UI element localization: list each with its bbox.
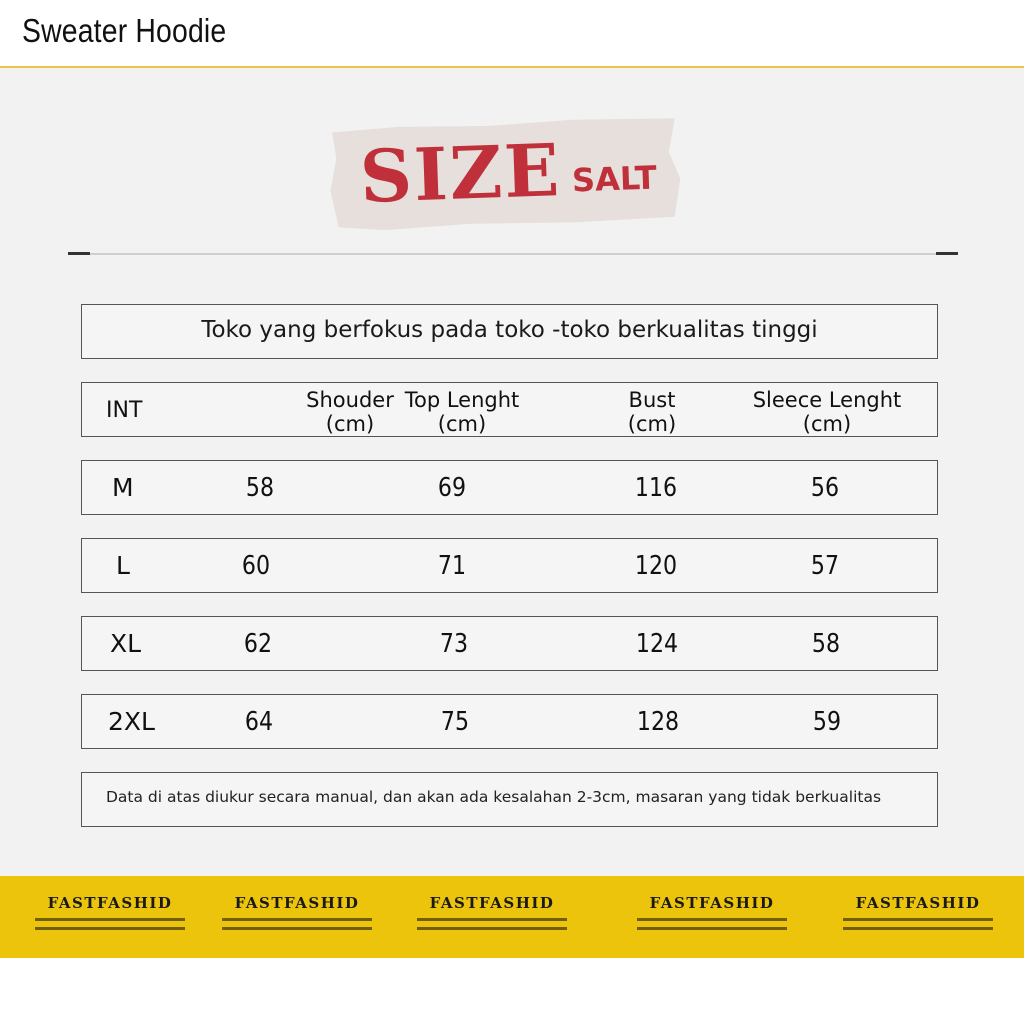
measurement-note-box bbox=[81, 772, 938, 827]
column-header-shoulder-label: Shouder bbox=[306, 388, 394, 412]
tagline-text: Toko yang berfokus pada toko -toko berkualitas tinggi bbox=[201, 317, 818, 343]
table-row bbox=[81, 616, 938, 671]
table-row bbox=[81, 538, 938, 593]
brand-name: FASTFASHID bbox=[234, 894, 360, 912]
shoulder-cell: 58 bbox=[245, 473, 275, 503]
column-header-bust-unit: (cm) bbox=[627, 412, 677, 436]
brand-slogan-line bbox=[417, 927, 567, 930]
size-cell: L bbox=[116, 551, 130, 580]
brand-slogan-line bbox=[35, 927, 185, 930]
divider-line bbox=[68, 253, 958, 255]
brand-slogan-line bbox=[417, 918, 567, 921]
brand-footer-band bbox=[0, 876, 1024, 958]
brand-name: FASTFASHID bbox=[649, 894, 775, 912]
brand-name: FASTFASHID bbox=[855, 894, 981, 912]
bust-cell: 116 bbox=[634, 473, 678, 503]
brand-slogan-line bbox=[35, 918, 185, 921]
column-header-top-length bbox=[382, 388, 542, 436]
brand-slogan-line bbox=[637, 918, 787, 921]
top-length-cell: 73 bbox=[439, 629, 469, 659]
bust-cell: 120 bbox=[634, 551, 678, 581]
brand-mark bbox=[818, 894, 1018, 930]
top-length-cell: 71 bbox=[437, 551, 467, 581]
column-header-sleeve-length-unit: (cm) bbox=[802, 412, 852, 436]
size-cell: 2XL bbox=[108, 707, 155, 736]
column-header-shoulder-unit: (cm) bbox=[325, 412, 375, 436]
table-row bbox=[81, 460, 938, 515]
product-title: Sweater Hoodie bbox=[22, 12, 227, 49]
size-cell: M bbox=[112, 473, 134, 502]
column-header-bust-label: Bust bbox=[628, 388, 676, 412]
bust-cell: 124 bbox=[635, 629, 679, 659]
sleeve-length-cell: 58 bbox=[811, 629, 841, 659]
brand-mark bbox=[197, 894, 397, 930]
sleeve-length-cell: 59 bbox=[812, 707, 842, 737]
bust-cell: 128 bbox=[636, 707, 680, 737]
brand-name: FASTFASHID bbox=[429, 894, 555, 912]
tagline-box bbox=[81, 304, 938, 359]
size-cell: XL bbox=[110, 629, 142, 658]
column-header-int: INT bbox=[106, 398, 143, 423]
divider-left-cap bbox=[68, 252, 90, 255]
column-header-sleeve-length-label: Sleece Lenght bbox=[752, 388, 902, 412]
brand-slogan-line bbox=[222, 927, 372, 930]
brand-slogan-line bbox=[222, 918, 372, 921]
column-header-top-length-unit: (cm) bbox=[437, 412, 487, 436]
brand-slogan-line bbox=[637, 927, 787, 930]
top-bar bbox=[0, 0, 1024, 68]
shoulder-cell: 60 bbox=[241, 551, 271, 581]
size-banner-subtitle: SALT bbox=[571, 158, 658, 200]
sleeve-length-cell: 56 bbox=[810, 473, 840, 503]
table-row bbox=[81, 694, 938, 749]
table-header-row bbox=[81, 382, 938, 437]
brand-name: FASTFASHID bbox=[47, 894, 173, 912]
column-header-sleeve-length bbox=[732, 388, 922, 436]
column-header-bust bbox=[592, 388, 712, 436]
divider-right-cap bbox=[936, 252, 958, 255]
top-length-cell: 69 bbox=[437, 473, 467, 503]
brand-mark bbox=[612, 894, 812, 930]
shoulder-cell: 62 bbox=[243, 629, 273, 659]
bottom-whitespace bbox=[0, 958, 1024, 1024]
brand-mark bbox=[392, 894, 592, 930]
sleeve-length-cell: 57 bbox=[810, 551, 840, 581]
brand-slogan-line bbox=[843, 918, 993, 921]
brand-mark bbox=[10, 894, 210, 930]
size-banner-title: SIZE bbox=[358, 127, 563, 219]
measurement-note: Data di atas diukur secara manual, dan akan ada kesalahan 2-3cm, masaran yang tidak berkualitas bbox=[106, 788, 882, 806]
shoulder-cell: 64 bbox=[244, 707, 274, 737]
column-header-top-length-label: Top Lenght bbox=[404, 388, 520, 412]
brand-slogan-line bbox=[843, 927, 993, 930]
top-length-cell: 75 bbox=[440, 707, 470, 737]
